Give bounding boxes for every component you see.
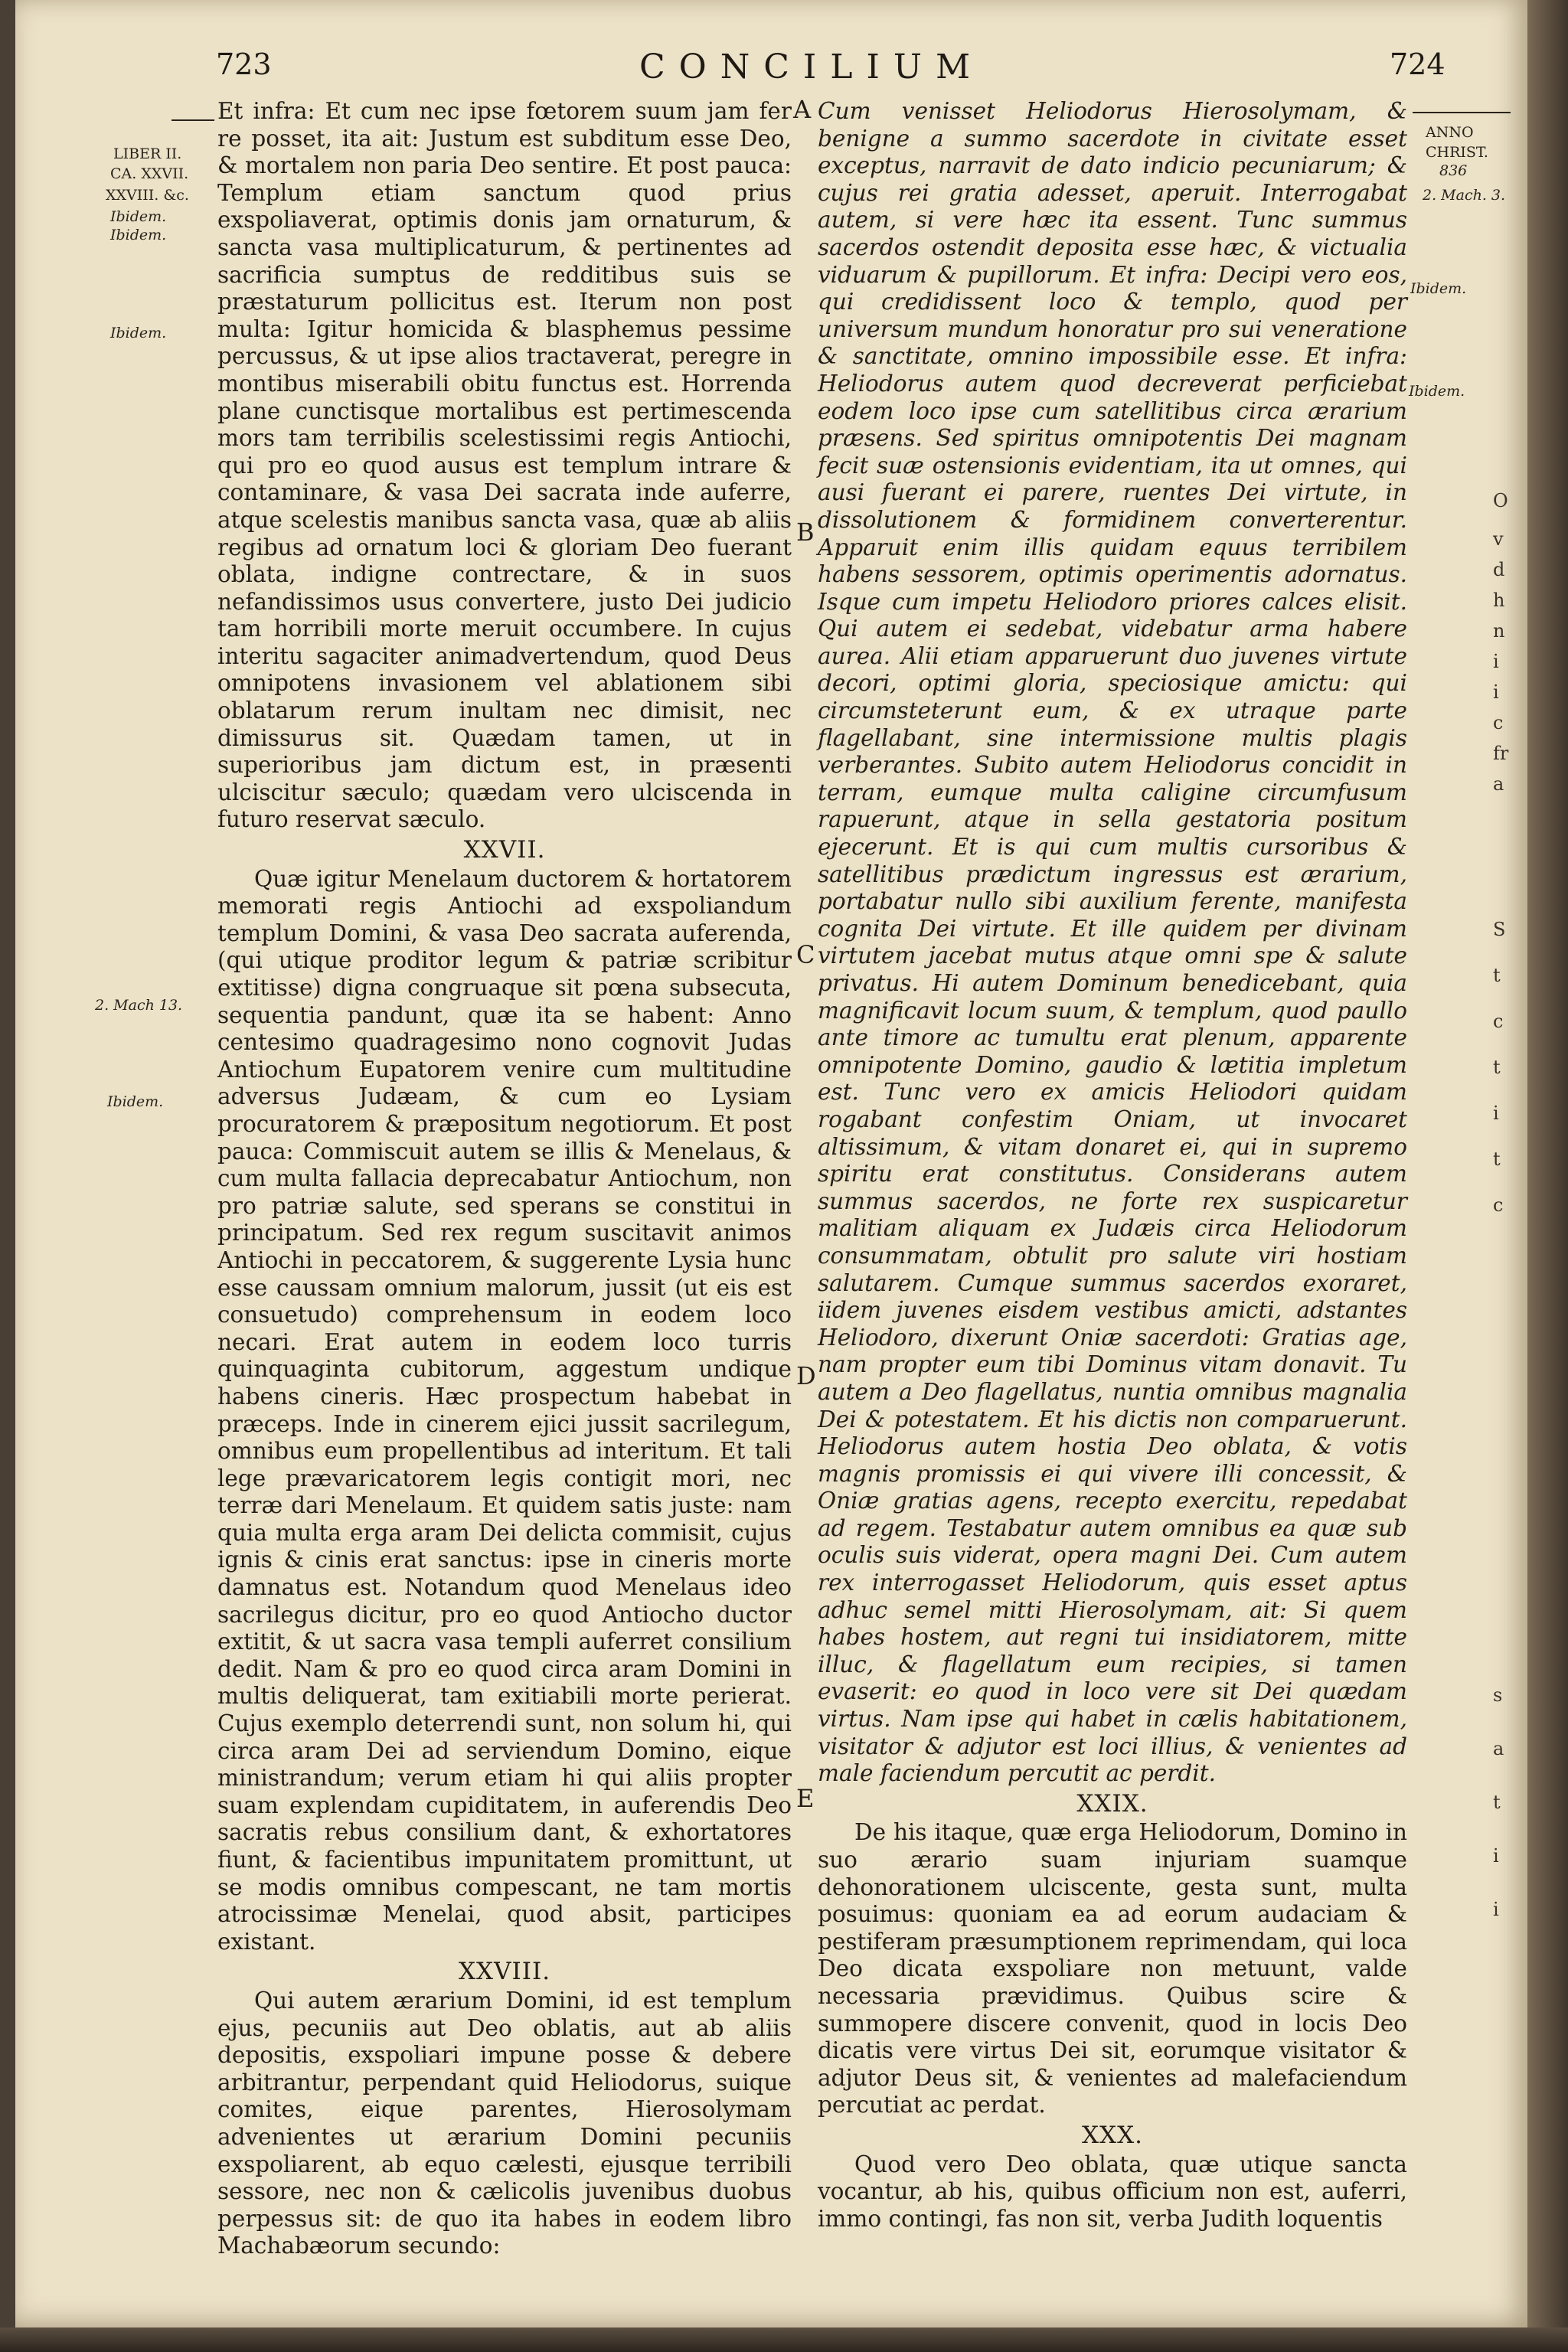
facing-page-letter: c [1493,1011,1504,1032]
facing-page-letter: fr [1493,743,1509,764]
section-heading-xxvii: XXVII. [463,836,546,864]
book-edge [1527,0,1568,2352]
left-paragraph-1: Et infra: Et cum nec ipse fœtorem suum jam fer re posset, ita ait: Justum est subditum esse Deo, & mortalem non paria Deo sentire. Et post pauca: Templum etiam sanctum quod prius exspoliaverat, optimis donis jam ornaturum, & sancta vasa multiplicaturum, & pertinentes ad sacrificia sumptus de redditibus suis se præstaturum pollicitus est. Iterum non post multa: Igitur homicida & blasphemus pessime percussus, & ut ipse alios tractaverat, peregre in montibus miserabili obitu functus est. Horrenda plane cunctisque mortalibus est pertimescenda mors tam terribilis scelestissimi regis Antiochi, qui pro eo quod ausus est templum intrare & contaminare, & vasa Dei sacrata inde auferre, atque scelestis manibus sancta vasa, quæ ab aliis regibus ad ornatum loci & gloriam Deo fuerant oblata, indigne contrectare, & in suos nefandissimos usus convertere, justo Dei judicio tam horribili morte meruit occumbere. In cujus interitu sagaciter animadvertendum, quod Deus omnipotens invasionem vel ablationem sibi oblatarum rerum inultam nec dimisit, nec dimissurus sit. Quædam tamen, ut in superioribus jam dictum est, in præsenti ulciscitur sæculo; quædam vero ulciscenda in futuro reservat sæculo. [217,98,792,833]
left-paragraph-3: Qui autem ærarium Domini, id est templum ejus, pecuniis aut Deo oblatis, aut ab aliis depositis, exspoliari impune posse & debere arbitrantur, perpendant quid Heliodorus, suique comites, eique parentes, Hierosolymam advenientes ut ærarium Domini pecuniis exspoliarent, ab equo cælesti, ejusque terribili sessore, nec non & cælicolis juvenibus duobus perpessus sit: de quo ita habes in eodem libro Machabæorum secundo: [217,1987,792,2259]
facing-page-letter: c [1493,1194,1504,1216]
facing-page-letter: t [1493,965,1501,986]
facing-page-letter: a [1493,1738,1504,1759]
facing-page-letter: t [1493,1148,1501,1170]
margin-note-mach13: 2. Mach 13. [95,997,183,1014]
facing-page-letter: i [1493,1102,1499,1124]
facing-page-letter: O [1493,490,1508,511]
facing-page-letter: v [1493,528,1504,550]
right-paragraph-2: De his itaque, quæ erga Heliodorum, Domino in suo ærario suam injuriam suamque dehonorationem ulciscente, gesta sunt, multa posuimus: quoniam ea ad eorum audaciam & pestiferam præsumptionem reprimendam, qui loca Deo dicata exspoliare non metuunt, valde necessaria prævidimus. Quibus scire & summopere discere convenit, quod in locis Deo dicatis vere virtus Dei sit, eorumque visitator & adjutor Deus sit, & venientes ad malefaciendum percutiat ac perdat. [818,1819,1407,2118]
margin-note-mach3: 2. Mach. 3. [1423,187,1506,204]
left-text-column [217,98,792,2260]
right-paragraph-3: Quod vero Deo oblata, quæ utique sancta vocantur, ab his, quibus officium non est, auferri, immo contingi, fas non sit, verba Judith loquentis [818,2151,1407,2232]
margin-note-ibidem: Ibidem. [110,208,167,225]
section-heading-xxx: XXX. [1081,2121,1144,2149]
right-paragraph-1: Cum venisset Heliodorus Hierosolymam, & benigne a summo sacerdote in civitate esset exceptus, narravit de dato indicio pecuniarum; & cujus rei gratia adesset, aperuit. Interrogabat autem, si vere hæc ita essent. Tunc summus sacerdos ostendit deposita esse hæc, & victualia viduarum & pupillorum. Et infra: Decipi vero eos, qui credidissent loco & templo, quod per universum mundum honoratur pro sui veneratione & sanctitate, omnino impossibile esse. Et infra: Heliodorus autem quod decreverat perficiebat eodem loco ipse cum satellitibus circa ærarium præsens. Sed spiritus omnipotentis Dei magnam fecit suæ ostensionis evidentiam, ita ut omnes, qui ausi fuerant ei parere, ruentes Dei virtute, in dissolutionem & formidinem converterentur. Apparuit enim illis quidam equus terribilem habens sessorem, optimis operimentis adornatus. Isque cum impetu Heliodoro priores calces elisit. Qui autem ei sedebat, videbatur arma habere aurea. Alii etiam apparuerunt duo juvenes virtute decori, optimi gloria, speciosique amictu: qui circumsteterunt eum, & ex utraque parte flagellabant, sine intermissione multis plagis verberantes. Subito autem Heliodorus concidit in terram, eumque multa caligine circumfusum rapuerunt, atque in sella gestatoria positum ejecerunt. Et is qui cum multis cursoribus & satellitibus prædictum ingressus est ærarium, portabatur nullo sibi auxilium ferente, manifesta cognita Dei virtute. Et ille quidem per divinam virtutem jacebat mutus atque omni spe & salute privatus. Hi autem Dominum benedicebant, quia magnificavit locum suum, & templum, quod paullo ante timore ac tumultu erat plenum, apparente omnipotente Domino, gaudio & lætitia impletum est. Tunc vero ex amicis Heliodori quidam rogabant confestim Oniam, ut invocaret altissimum, & vitam donaret ei, qui in supremo spiritu erat constitutus. Considerans autem summus sacerdos, ne forte rex suspicaretur malitiam aliquam ex Judæis circa Heliodorum consummatam, obtulit pro salute viri hostiam salutarem. Cumque summus sacerdos exoraret, iidem juvenes eisdem vestibus amicti, adstantes Heliodoro, dixerunt Oniæ sacerdoti: Gratias age, nam propter eum tibi Dominus vitam donavit. Tu autem a Deo flagellatus, nuntia omnibus magnalia Dei & potestatem. Et his dictis non comparuerunt. Heliodorus autem hostia Deo oblata, & votis magnis promissis ei qui vivere illi concessit, & Oniæ gratias agens, recepto exercitu, repedabat ad regem. Testabatur autem omnibus ea quæ sub oculis suis viderat, opera magni Dei. Cum autem rex interrogasset Heliodorum, quis esset aptus adhuc semel mitti Hierosolymam, ait: Si quem habes hostem, aut regni tui insidiatorem, mitte illuc, & flagellatum eum recipies, si tamen evaserit: eo quod in loco vere sit Dei quædam virtus. Nam ipse qui habet in cælis habitationem, visitator & adjutor est loci illius, & venientes ad male faciendum percutit ac perdit. [818,98,1407,1787]
page-number-left: 723 [216,47,272,81]
facing-page-letter: d [1493,559,1505,580]
margin-note-ibidem: Ibidem. [107,1093,164,1110]
facing-page-letter: i [1493,1899,1499,1920]
margin-note-ibidem: Ibidem. [1409,383,1465,400]
section-heading-xxviii: XXVIII. [458,1958,551,1986]
section-marker-c: C [796,940,815,969]
facing-page-letter: t [1493,1792,1501,1813]
facing-page-letter: t [1493,1057,1501,1078]
facing-page-letter: c [1493,712,1504,733]
facing-page-letter: S [1493,919,1506,940]
left-paragraph-2: Quæ igitur Menelaum ductorem & hortatorem memorati regis Antiochi ad exspoliandum templum Domini, & vasa Deo sacrata auferenda, (qui utique proditor legum & patriæ scribitur extitisse) digna congruaque sit pœna subsecuta, sequentia pandunt, quæ ita se habent: Anno centesimo quadragesimo nono cognovit Judas Antiochum Eupatorem venire cum multitudine adversus Judæam, & cum eo Lysiam procuratorem & præpositum negotiorum. Et post pauca: Commiscuit autem se illis & Menelaus, & cum multa fallacia deprecabatur Antiochum, non pro patriæ salute, sed sperans se constitui in principatum. Sed rex regum suscitavit animos Antiochi in peccatorem, & suggerente Lysia hunc esse caussam omnium malorum, jussit (ut eis est consuetudo) comprehensum in eodem loco necari. Erat autem in eodem loco turris quinquaginta cubitorum, aggestum undique habens cineris. Hæc prospectum habebat in præceps. Inde in cinerem ejici jussit sacrilegum, omnibus eum propellentibus ad interitum. Et tali lege prævaricatorem legis contigit mori, nec terræ dari Menelaum. Et quidem satis juste: nam quia multa erga aram Dei delicta commisit, cujus ignis & cinis erat sanctus: ipse in cineris morte damnatus est. Notandum quod Menelaus ideo sacrilegus dicitur, pro eo quod Antiocho ductor extitit, & ut sacra vasa templi auferret consilium dedit. Nam & pro eo quod circa aram Domini in multis deliquerat, tam exitiabili morte perierat. Cujus exemplo deterrendi sunt, non solum hi, qui circa aram Dei ad serviendum Domino, eique ministrandum; verum etiam hi qui aliis propter suam explendam cupiditatem, in auferendis Deo sacratis rebus consilium dant, & exhortatores fiunt, & facientibus impunitatem promittunt, ut se modis omnibus compescant, ne tam mortis atrocissimæ Menelai, quod absit, participes existant. [217,865,792,1955]
book-bottom-edge [0,2328,1568,2352]
margin-rule-left [172,119,214,121]
facing-page-letter: i [1493,681,1499,703]
facing-page-fragments [1493,0,1527,2328]
section-marker-b: B [796,518,815,547]
margin-note-ibidem: Ibidem. [110,227,167,243]
page-number-right: 724 [1390,47,1446,81]
margin-note-ca: CA. XXVII. [110,165,189,182]
facing-page-letter: n [1493,620,1505,642]
facing-page-letter: s [1493,1684,1503,1706]
margin-note-year: 836 [1439,162,1468,179]
section-marker-d: D [796,1361,816,1390]
margin-note-xxviii: XXVIII. &c. [106,187,189,204]
facing-page-letter: i [1493,1845,1499,1867]
margin-note-ibidem: Ibidem. [110,325,167,341]
margin-note-liber: LIBER II. [113,145,182,162]
facing-page-letter: i [1493,651,1499,672]
facing-page-letter: h [1493,590,1505,611]
right-text-column [818,98,1407,2233]
page-title: CONCILIUM [639,47,985,87]
section-marker-e: E [796,1784,815,1813]
facing-page-letter: a [1493,773,1504,795]
margin-note-christi: CHRIST. [1426,144,1488,161]
section-marker-a: A [793,95,812,124]
section-heading-xxix: XXIX. [1076,1789,1148,1818]
margin-note-anno: ANNO [1426,124,1474,141]
margin-note-ibidem: Ibidem. [1410,280,1467,297]
